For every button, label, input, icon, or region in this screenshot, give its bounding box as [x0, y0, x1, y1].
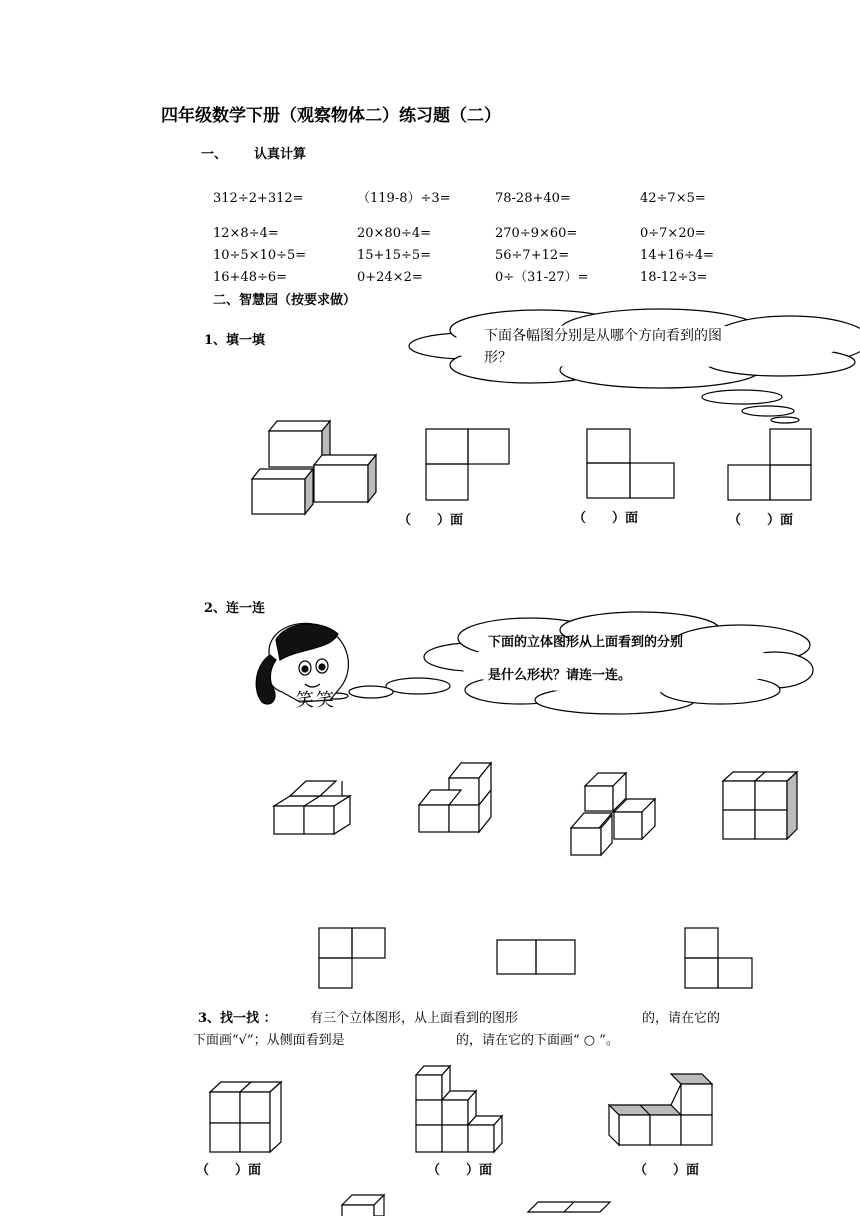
calc-cell: 78-28+40=: [495, 191, 571, 206]
q3-label: 3、找一找 ：: [198, 1011, 277, 1026]
q3-line2-part-a: 下面画“√”；从侧面看到是: [193, 1033, 345, 1048]
calc-cell: 42÷7×5=: [640, 191, 706, 206]
section1-heading: 认真计算: [254, 147, 307, 162]
calc-cell: 14+16÷4=: [640, 248, 715, 263]
calc-cell: 10÷5×10÷5=: [213, 248, 307, 263]
calc-cell: 0÷7×20=: [640, 226, 706, 241]
thought-cloud-1: [409, 309, 860, 423]
calc-cell: （119-8）÷3=: [357, 191, 451, 206]
calc-cell: 16+48÷6=: [213, 270, 288, 285]
q1-answer-3: （ ）面: [728, 513, 794, 528]
q2-top-view-1: [319, 928, 385, 988]
character-caption: 笑笑: [296, 690, 336, 711]
q2-top-view-3: [685, 928, 752, 988]
q2-solid-1: [274, 781, 350, 834]
q3-solid-2: [416, 1066, 502, 1152]
q3-line1-part-a: 有三个立体图形，从上面看到的图形: [310, 1011, 519, 1026]
q3-line1-part-b: 的，请在它的: [642, 1011, 721, 1026]
calc-cell: 20×80÷4=: [357, 226, 432, 241]
q2-solid-2: [419, 763, 491, 832]
calc-cell: 12×8÷4=: [213, 226, 279, 241]
q3-partial-figure-2: [528, 1202, 610, 1212]
q1-bubble-line2: 形？: [484, 350, 512, 366]
q3-line2-part-b: 的，请在它的下面画“ ○ ”。: [456, 1033, 619, 1048]
q3-answer-3: （ ）面: [634, 1163, 700, 1178]
calc-cell: 0÷（31-27）=: [495, 270, 589, 285]
q3-partial-figure-1: [342, 1195, 384, 1216]
q3-answer-1: （ ）面: [196, 1163, 262, 1178]
q3-solid-3: [609, 1074, 712, 1145]
q1-view-3: [728, 429, 811, 500]
section2-heading: 二、智慧园（按要求做）: [213, 293, 357, 308]
calc-cell: 312÷2+312=: [213, 191, 304, 206]
q2-top-view-2: [497, 940, 575, 974]
q3-solid-1: [210, 1082, 281, 1152]
q3-answer-2: （ ）面: [427, 1163, 493, 1178]
q1-bubble-line1: 下面各幅图分别是从哪个方向看到的图: [484, 328, 722, 344]
thought-cloud-2: [324, 612, 813, 714]
q1-label: 1、填一填: [204, 333, 266, 348]
calc-cell: 56÷7+12=: [495, 248, 570, 263]
q2-solid-3: [571, 773, 655, 855]
page-title: 四年级数学下册（观察物体二）练习题（二）: [161, 106, 501, 126]
calc-cell: 18-12÷3=: [640, 270, 708, 285]
calc-cell: 15+15÷5=: [357, 248, 432, 263]
calc-cell: 0+24×2=: [357, 270, 423, 285]
q2-bubble-line2: 是什么形状？请连一连。: [488, 668, 632, 683]
q1-answer-2: （ ）面: [573, 511, 639, 526]
q1-answer-1: （ ）面: [398, 513, 464, 528]
q2-bubble-line1: 下面的立体图形从上面看到的分别: [488, 635, 684, 650]
q1-view-1: [426, 429, 509, 500]
q2-solid-4: [723, 772, 797, 839]
q2-label: 2、连一连: [204, 601, 266, 616]
q1-solid-figure: [252, 421, 376, 514]
q1-view-2: [587, 429, 674, 498]
calc-cell: 270÷9×60=: [495, 226, 578, 241]
section1-number: 一、: [201, 147, 228, 162]
